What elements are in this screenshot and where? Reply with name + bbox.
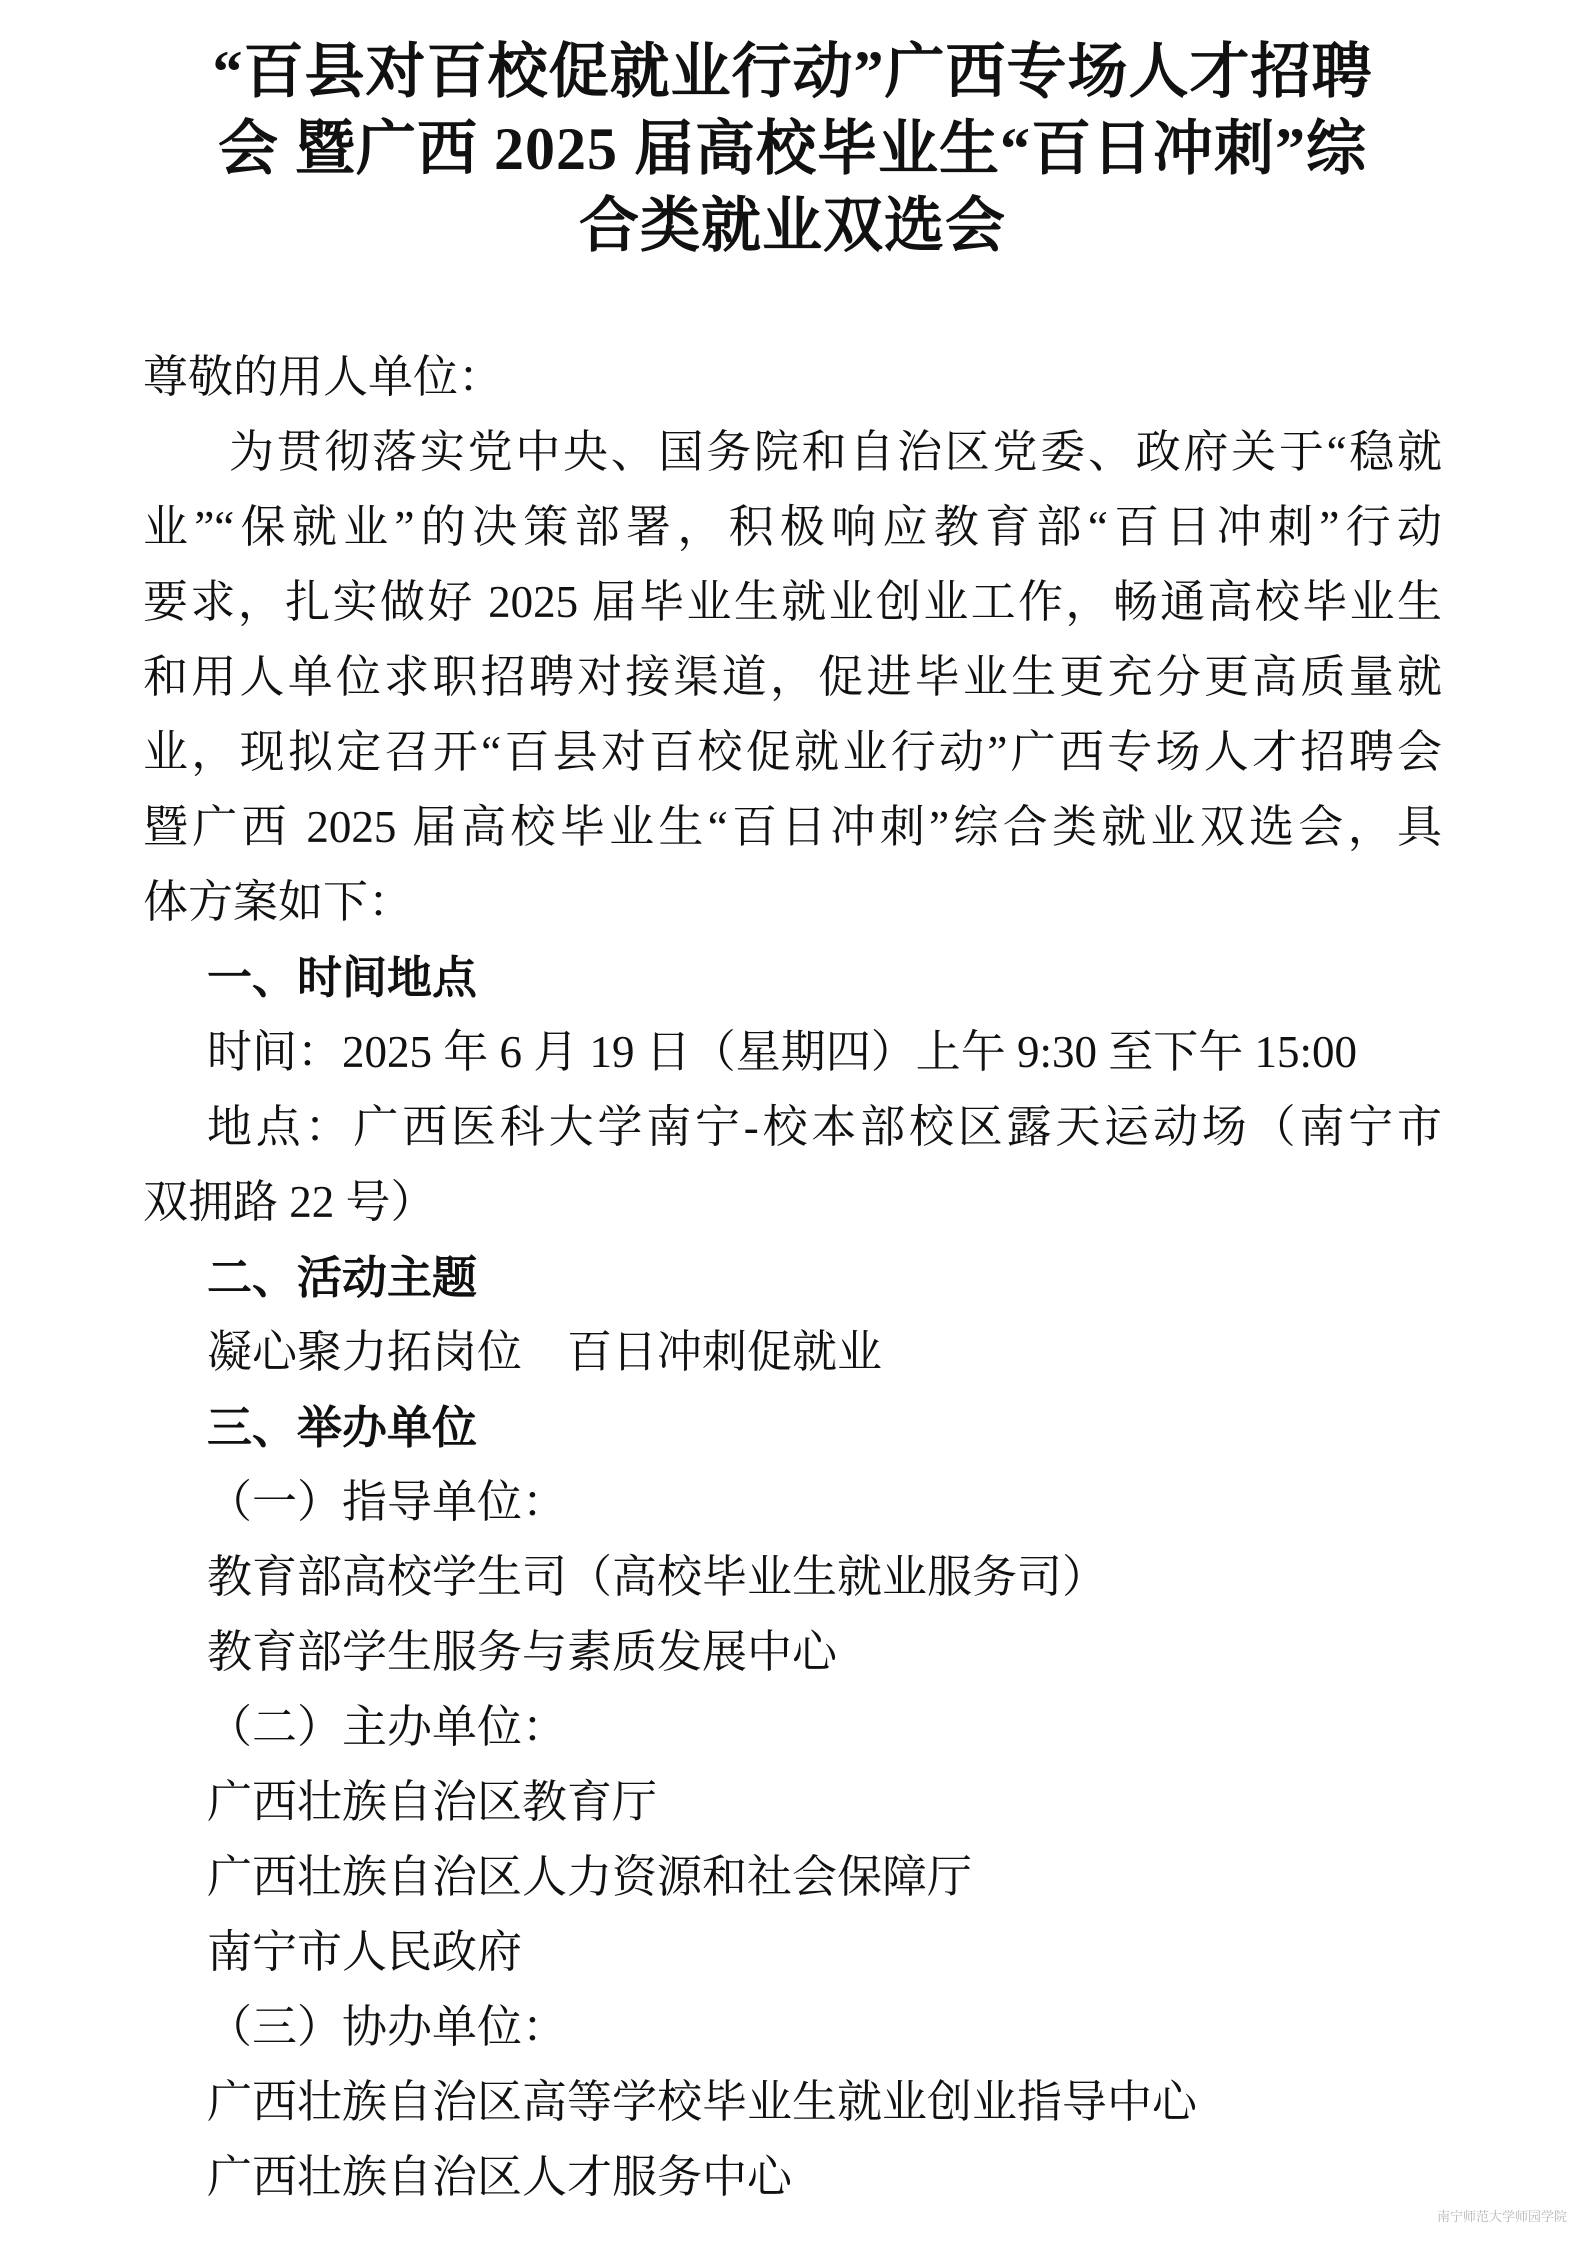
host-unit-2: 广西壮族自治区人力资源和社会保障厅 bbox=[207, 1852, 973, 1902]
document-title-line-3: 合类就业双选会 bbox=[579, 193, 1006, 259]
document-title bbox=[143, 34, 1442, 265]
page-watermark: 南宁师范大学师园学院 bbox=[1436, 2209, 1567, 2224]
intro-paragraph-line-5: 业，现拟定召开“百县对百校促就业行动”广西专场人才招聘会 bbox=[143, 727, 1442, 777]
event-place-line-1: 地点：广西医科大学南宁-校本部校区露天运动场（南宁市 bbox=[207, 1102, 1442, 1152]
intro-paragraph-line-2: 业”“保就业”的决策部署，积极响应教育部“百日冲刺”行动 bbox=[143, 502, 1442, 552]
co-units-label: （三）协办单位： bbox=[207, 2002, 568, 2052]
section-heading-organizers: 三、举办单位 bbox=[207, 1402, 478, 1453]
guide-unit-1: 教育部高校学生司（高校毕业生就业服务司） bbox=[207, 1552, 1108, 1602]
intro-paragraph-line-6: 暨广西 2025 届高校毕业生“百日冲刺”综合类就业双选会，具 bbox=[143, 802, 1442, 852]
event-theme: 凝心聚力拓岗位 百日冲刺促就业 bbox=[207, 1327, 883, 1377]
event-time: 时间：2025 年 6 月 19 日（星期四）上午 9:30 至下午 15:00 bbox=[207, 1027, 1358, 1077]
section-heading-time-place: 一、时间地点 bbox=[207, 952, 478, 1003]
guide-unit-2: 教育部学生服务与素质发展中心 bbox=[207, 1627, 838, 1677]
guide-units-label: （一）指导单位： bbox=[207, 1477, 568, 1527]
intro-paragraph-line-7: 体方案如下： bbox=[143, 877, 414, 927]
salutation: 尊敬的用人单位： bbox=[143, 352, 504, 402]
host-unit-3: 南宁市人民政府 bbox=[207, 1927, 523, 1977]
co-unit-1: 广西壮族自治区高等学校毕业生就业创业指导中心 bbox=[207, 2077, 1198, 2127]
document-title-line-1: “百县对百校促就业行动”广西专场人才招聘 bbox=[212, 39, 1373, 105]
intro-paragraph-line-1: 为贯彻落实党中央、国务院和自治区党委、政府关于“稳就 bbox=[229, 427, 1442, 477]
co-unit-2: 广西壮族自治区人才服务中心 bbox=[207, 2152, 793, 2202]
event-place-line-2: 双拥路 22 号） bbox=[143, 1177, 436, 1227]
section-heading-theme: 二、活动主题 bbox=[207, 1252, 478, 1303]
document-title-line-2: 会 暨广西 2025 届高校毕业生“百日冲刺”综 bbox=[218, 116, 1367, 182]
host-units-label: （二）主办单位： bbox=[207, 1702, 568, 1752]
intro-paragraph-line-3: 要求，扎实做好 2025 届毕业生就业创业工作，畅通高校毕业生 bbox=[143, 577, 1442, 627]
host-unit-1: 广西壮族自治区教育厅 bbox=[207, 1777, 658, 1827]
intro-paragraph-line-4: 和用人单位求职招聘对接渠道，促进毕业生更充分更高质量就 bbox=[143, 652, 1442, 702]
